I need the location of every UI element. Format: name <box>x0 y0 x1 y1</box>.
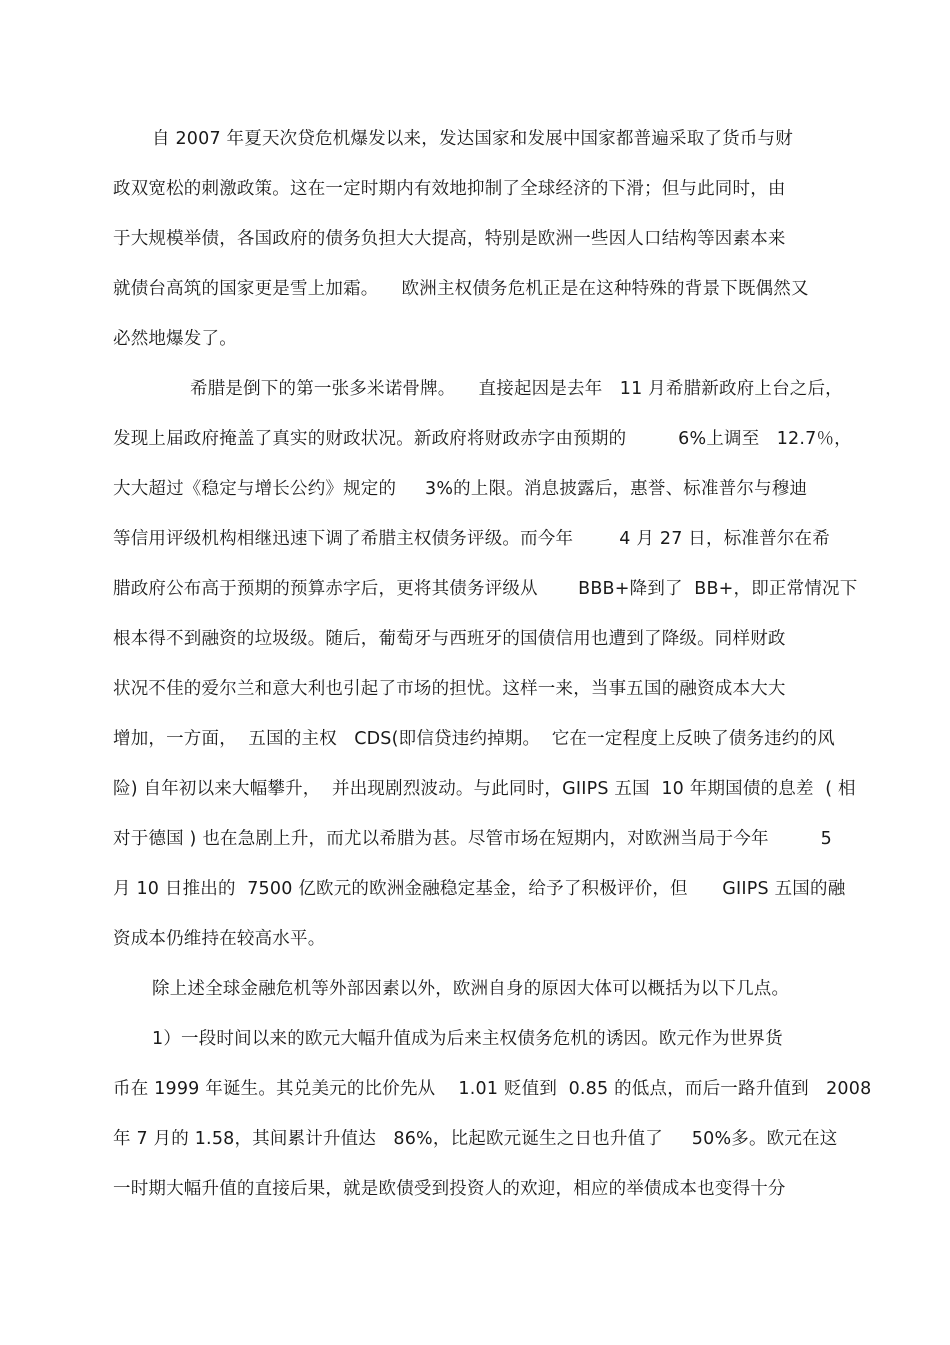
text-line: 增加，一方面， 五国的主权 CDS(即信贷违约掉期。 它在一定程度上反映了债务违约的风 <box>113 729 835 749</box>
text-line: 大大超过《稳定与增长公约》规定的 3%的上限。消息披露后，惠誉、标准普尔与穆迪 <box>113 479 808 499</box>
text-line: 必然地爆发了。 <box>113 329 237 349</box>
text-line: 状况不佳的爱尔兰和意大利也引起了市场的担忧。这样一来，当事五国的融资成本大大 <box>113 679 786 699</box>
text-line: 对于德国 ) 也在急剧上升，而尤以希腊为甚。尽管市场在短期内，对欧洲当局于今年 5 <box>113 829 832 849</box>
text-line: 腊政府公布高于预期的预算赤字后，更将其债务评级从 BBB+降到了 BB+，即正常情况下 <box>113 579 858 599</box>
text-line: 资成本仍维持在较高水平。 <box>113 929 326 949</box>
text-line: 希腊是倒下的第一张多米诺骨牌。 直接起因是去年 11 月希腊新政府上台之后， <box>190 379 843 399</box>
text-line: 一时期大幅升值的直接后果，就是欧债受到投资人的欢迎，相应的举债成本也变得十分 <box>113 1179 786 1199</box>
text-line: 险) 自年初以来大幅攀升， 并出现剧烈波动。与此同时，GIIPS 五国 10 年期国债的息差 ( 相 <box>113 779 856 799</box>
text-line: 就债台高筑的国家更是雪上加霜。 欧洲主权债务危机正是在这种特殊的背景下既偶然又 <box>113 279 809 299</box>
text-line: 政双宽松的刺激政策。这在一定时期内有效地抑制了全球经济的下滑；但与此同时，由 <box>113 179 786 199</box>
text-line: 币在 1999 年诞生。其兑美元的比价先从 1.01 贬值到 0.85 的低点，而后一路升值到 2008 <box>113 1079 872 1099</box>
text-line: 于大规模举债，各国政府的债务负担大大提高，特别是欧洲一些因人口结构等因素本来 <box>113 229 786 249</box>
text-line: 发现上届政府掩盖了真实的财政状况。新政府将财政赤字由预期的 6%上调至 12.7％， <box>113 429 852 449</box>
text-line: 根本得不到融资的垃圾级。随后，葡萄牙与西班牙的国债信用也遭到了降级。同样财政 <box>113 629 786 649</box>
text-line: 年 7 月的 1.58，其间累计升值达 86%，比起欧元诞生之日也升值了 50%多。欧元在这 <box>113 1129 838 1149</box>
text-line: 等信用评级机构相继迅速下调了希腊主权债务评级。而今年 4 月 27 日，标准普尔在希 <box>113 529 830 549</box>
text-line: 1）一段时间以来的欧元大幅升值成为后来主权债务危机的诱因。欧元作为世界货 <box>152 1029 783 1049</box>
text-line: 除上述全球金融危机等外部因素以外，欧洲自身的原因大体可以概括为以下几点。 <box>152 979 790 999</box>
text-line: 月 10 日推出的 7500 亿欧元的欧洲金融稳定基金，给予了积极评价，但 GIIPS 五国的融 <box>113 879 846 899</box>
text-line: 自 2007 年夏天次贷危机爆发以来，发达国家和发展中国家都普遍采取了货币与财 <box>152 129 793 149</box>
